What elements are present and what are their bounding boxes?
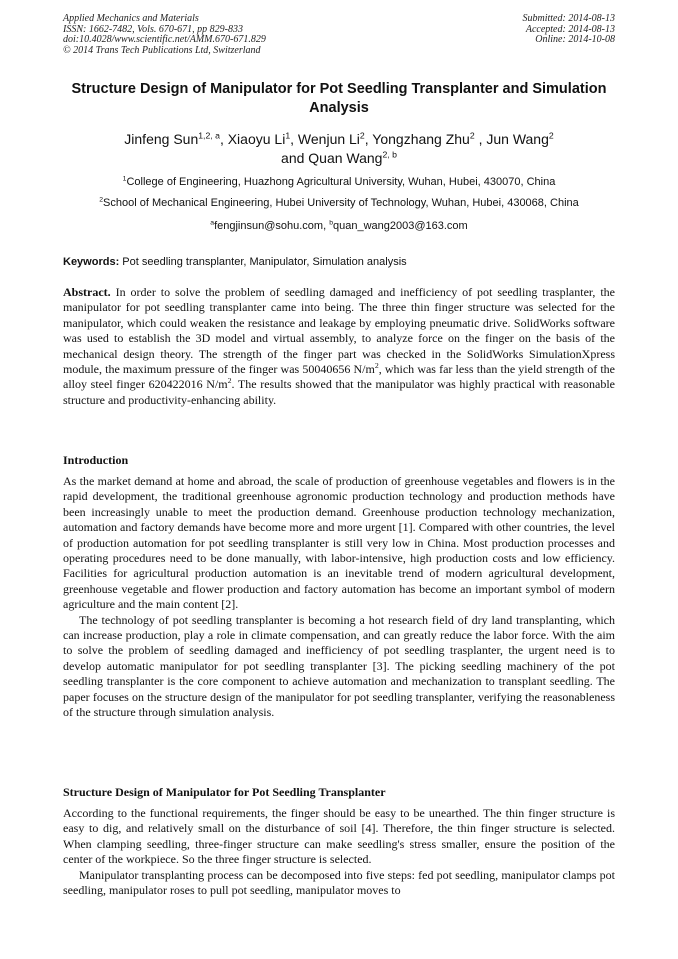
section-body <box>63 806 615 898</box>
paragraph: The technology of pot seedling transplanter is becoming a hot research field of dry land transplanting, which can increase production, play a role in climate compensation, and can greatly reduce the labor force. With the aim to solve the problem of seedling damaged and inefficiency of pot seedling trasplanter, the urgent need is to develop automatic manipulator for pot seedling transplanter [3]. The picking seedling machinery of the pot seedling transplanter is the core component to achieve automation and mechanization to transplant seedling. The paper focuses on the structure design of the manipulator for pot seedling transplanter, verifying the reasonableness of the structure through simulation analysis. <box>63 612 615 720</box>
affiliation-text: School of Mechanical Engineering, Hubei University of Technology, Wuhan, Hubei, 430068, China <box>103 197 579 209</box>
keywords-label: Keywords: <box>63 256 120 268</box>
author-affil-mark: 1 <box>285 130 291 141</box>
author-affil-mark: 2, b <box>382 149 397 160</box>
keywords <box>63 255 615 269</box>
author-name: Jinfeng Sun <box>124 131 199 147</box>
introduction-body <box>63 474 615 721</box>
author-name: , Jun Wang <box>474 131 549 147</box>
journal-header-right <box>523 14 616 46</box>
author-affil-mark: 2 <box>469 130 475 141</box>
author-affil-mark: 1,2, a <box>198 130 220 141</box>
abstract-text: . The results showed that the manipulator was highly practical with reasonable structure and productivity-enhancing ability. <box>63 377 615 407</box>
journal-name: Applied Mechanics and Materials <box>63 13 199 24</box>
email-address: quan_wang2003@163.com <box>333 220 468 232</box>
superscript: 2 <box>374 361 379 371</box>
online-date: Online: 2014-10-08 <box>535 34 615 46</box>
copyright-line: © 2014 Trans Tech Publications Ltd, Switzerland <box>63 44 261 56</box>
doi-line: doi:10.4028/www.scientific.net/AMM.670-671.829 <box>63 34 266 46</box>
affiliation-text: College of Engineering, Huazhong Agricultural University, Wuhan, Hubei, 430070, China <box>126 176 556 188</box>
email-address: fengjinsun@sohu.com, <box>214 220 330 232</box>
author-name: and Quan Wang <box>281 150 383 166</box>
section-heading: Structure Design of Manipulator for Pot Seedling Transplanter <box>63 785 386 799</box>
email-mark: b <box>329 219 333 227</box>
author-name: , Wenjun Li <box>290 131 360 147</box>
author-name: , Xiaoyu Li <box>219 131 286 147</box>
author-list <box>63 130 615 168</box>
accepted-date: Accepted: 2014-08-13 <box>525 23 615 35</box>
keywords-text: Pot seedling transplanter, Manipulator, Simulation analysis <box>119 256 407 268</box>
author-name: , Yongzhang Zhu <box>364 131 470 147</box>
issn-line: ISSN: 1662-7482, Vols. 670-671, pp 829-833 <box>63 23 243 35</box>
paragraph: According to the functional requirements, the finger should be easy to be unearthed. The thin finger structure is easy to dig, and relatively small on the disturbance of soil [4]. Therefore, the thin finger structure is selected. When clamping seedling, three-finger structure can make seedling's stress smaller, ensure the position of the center of the workpiece. So the three finger structure is selected. <box>63 806 615 867</box>
abstract-label: Abstract. <box>63 285 111 299</box>
affiliation-1 <box>63 175 615 189</box>
affiliation-mark: 2 <box>99 196 104 204</box>
superscript: 2 <box>227 376 232 386</box>
paragraph: As the market demand at home and abroad, the scale of production of greenhouse vegetables and flowers is in the rapid development, the traditional greenhouse agronomic production technology and production methods have been increasingly unable to meet the production demand. Greenhouse production technology mechanization, automation and factory demands have become more and more urgent [1]. Compared with other countries, the level of production automation for pot seedling transplanter is still very low in China. Most production processes and operating procedures need to be done manually, with labor-intensive, high production costs and low efficiency. Facilities for agricultural production automation is an inevitable trend of modern agricultural development, greenhouse vegetable and flower production and factory automation has become an important symbol of modern agriculture and the main content [2]. <box>63 474 615 612</box>
journal-header-left <box>63 14 266 56</box>
affiliation-2 <box>63 196 615 210</box>
introduction-heading: Introduction <box>63 453 129 467</box>
abstract <box>63 285 615 408</box>
submitted-date: Submitted: 2014-08-13 <box>522 13 615 24</box>
email-mark: a <box>210 219 215 227</box>
author-affil-mark: 2 <box>548 130 554 141</box>
paragraph: Manipulator transplanting process can be decomposed into five steps: fed pot seedling, manipulator clamps pot seedling, manipulator roses to pull pot seedling, manipulator moves to <box>63 867 615 898</box>
author-emails <box>63 219 615 233</box>
author-affil-mark: 2 <box>359 130 365 141</box>
abstract-text: In order to solve the problem of seedling damaged and inefficiency of pot seedling trasplanter, the manipulator for pot seedling transplanter came into being. The three thin finger structure was selected for the manipulator, which could weaken the resistance and leakage by employing pneumatic drive. SolidWorks software was used to establish the 3D model and virtual assembly, to analyze force on the finger on the basis of the mechanical design theory. The strength of the finger part was checked in the SolidWorks SimulationXpress module, the maximum pressure of the finger was 50040656 N/m <box>63 285 615 377</box>
paper-title: Structure Design of Manipulator for Pot Seedling Transplanter and Simulation Analysis <box>71 81 607 116</box>
affiliation-mark: 1 <box>122 175 127 183</box>
abstract-text: , which was far less than the yield strength of the alloy steel finger 620422016 N/m <box>63 362 615 392</box>
